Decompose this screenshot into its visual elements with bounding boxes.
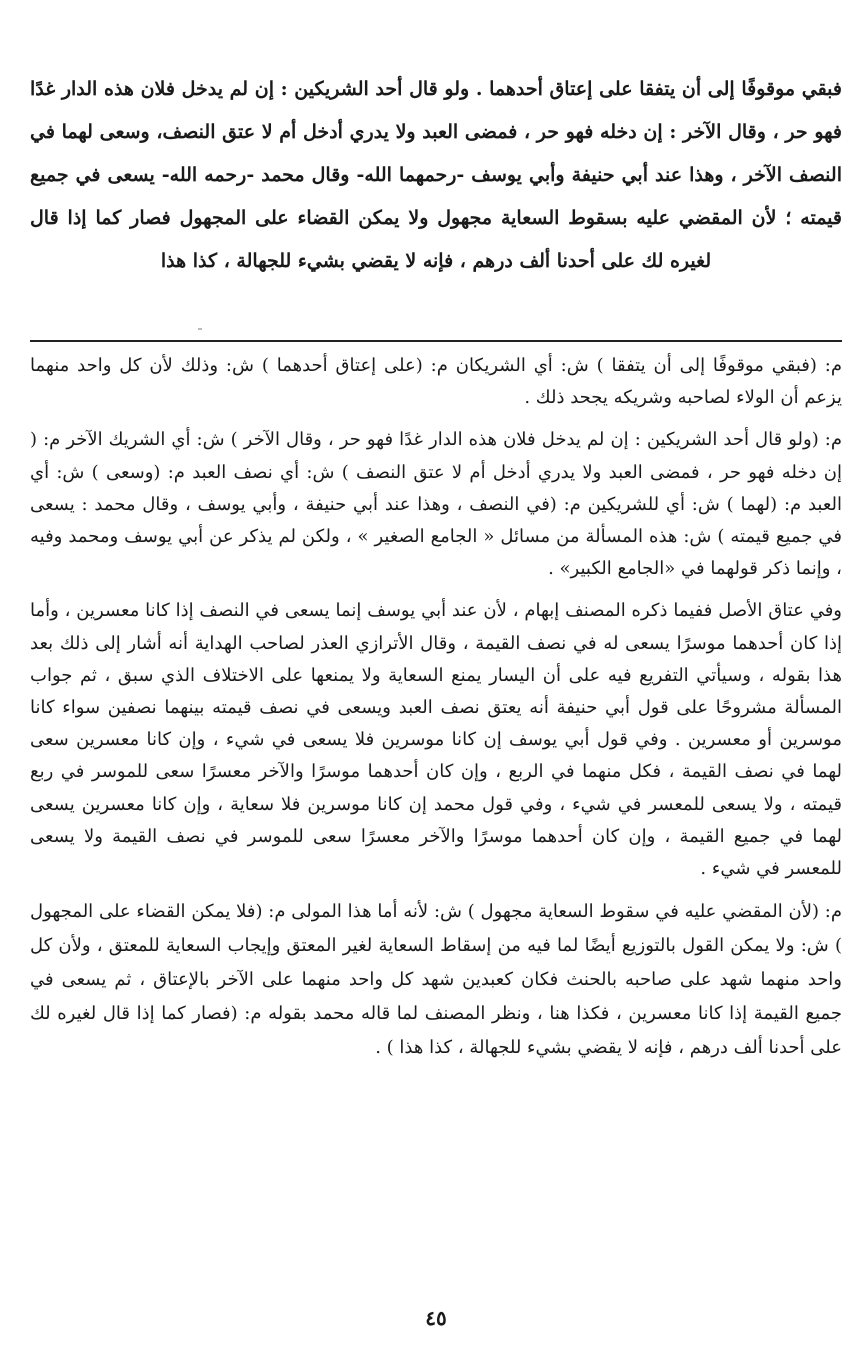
commentary-section (30, 350, 842, 1075)
commentary-paragraph-2: م: (ولو قال أحد الشريكين : إن لم يدخل فلان هذه الدار غدًا فهو حر ، وقال الآخر ) ش: أي الشريك الآخر م: ( إن دخله فهو حر ، فمضى العبد ولا يدري أدخل أم لا عتق النصف ) ش: أي نصف العبد م: (وسعى ) ش: أي العبد م: (لهما ) ش: أي للشريكين م: (في النصف ، وهذا عند أبي حنيفة ، وأبي يوسف ، وقال محمد : يسعى في جميع قيمته ) ش: هذه المسألة من مسائل « الجامع الصغير » ، ولكن لم يذكر عن أبي يوسف ومحمد وفيه ، وإنما ذكر قولهما في «الجامع الكبير» . (30, 429, 842, 580)
commentary-paragraph-4: م: (لأن المقضي عليه في سقوط السعاية مجهول ) ش: لأنه أما هذا المولى م: (فلا يمكن القضاء على المجهول ) ش: ولا يمكن القول بالتوزيع أيضًا لما فيه من إسقاط السعاية لغير المعتق وإيجاب السعاية للمعتق ، ولأن كل واحد منهما شهد على صاحبه بالحنث فكان كعبدين شهد كل واحد منهما على الآخر بالإعتاق ، ثم يسعى في جميع القيمة إذا كانا معسرين ، فكذا هنا ، ونظر المصنف لما قاله محمد بقوله م: (فصار كما إذا قال لغيره لك على أحدنا ألف درهم ، فإنه لا يقضي بشيء للجهالة ، كذا هذا ) . (30, 901, 842, 1059)
commentary-paragraph-1: م: (فبقي موقوفًا إلى أن يتفقا ) ش: أي الشريكان م: (على إعتاق أحدهما ) ش: وذلك لأن كل واحد منهما يزعم أن الولاء لصاحبه وشريكه يجحد ذلك . (30, 355, 842, 409)
page-number: ٤٥ (425, 1306, 447, 1330)
section-divider (30, 340, 842, 342)
book-page (30, 0, 842, 1372)
matn-text: فبقي موقوفًا إلى أن يتفقا على إعتاق أحدهما . ولو قال أحد الشريكين : إن لم يدخل فلان هذه الدار غدًا فهو حر ، وقال الآخر : إن دخله فهو حر ، فمضى العبد ولا يدري أدخل أم لا عتق النصف، وسعى لهما في النصف الآخر ، وهذا عند أبي حنيفة وأبي يوسف -رحمهما الله- وقال محمد -رحمه الله- يسعى في جميع قيمته ؛ لأن المقضي عليه بسقوط السعاية مجهول ولا يمكن القضاء على المجهول فصار كما إذا قال لغيره لك على أحدنا ألف درهم ، فإنه لا يقضي بشيء للجهالة ، كذا هذا (30, 78, 842, 272)
scan-speck (198, 328, 202, 330)
commentary-paragraph-3: وفي عتاق الأصل ففيما ذكره المصنف إبهام ، لأن عند أبي يوسف إنما يسعى في النصف إذا كانا معسرين ، وأما إذا كان أحدهما موسرًا يسعى له في نصف القيمة ، وقال الأترازي العذر لصاحب الهداية أنه أشار إلى ذلك بعد هذا بقوله ، وسيأتي التفريع فيه على أن اليسار يمنع السعاية ولا يمنعها على الاختلاف الذي سبق ، ثم جواب المسألة مشروحًا على قول أبي حنيفة أنه يعتق نصف العبد ويسعى في نصف قيمته بينهما نصفين سواء كانا موسرين أو معسرين . وفي قول أبي يوسف إن كانا موسرين فلا يسعى في شيء ، وإن كانا معسرين سعى لهما في نصف القيمة ، فكل منهما في الربع ، وإن كان أحدهما موسرًا والآخر معسرًا سعى للموسر في ربع قيمته ، ولا يسعى للمعسر في شيء ، وفي قول محمد إن كانا موسرين فلا سعاية ، وإن كانا معسرين يسعى لهما في جميع القيمة ، وإن كان أحدهما موسرًا والآخر معسرًا سعى للموسر في نصف القيمة ولا يسعى للمعسر في شيء . (30, 600, 842, 880)
